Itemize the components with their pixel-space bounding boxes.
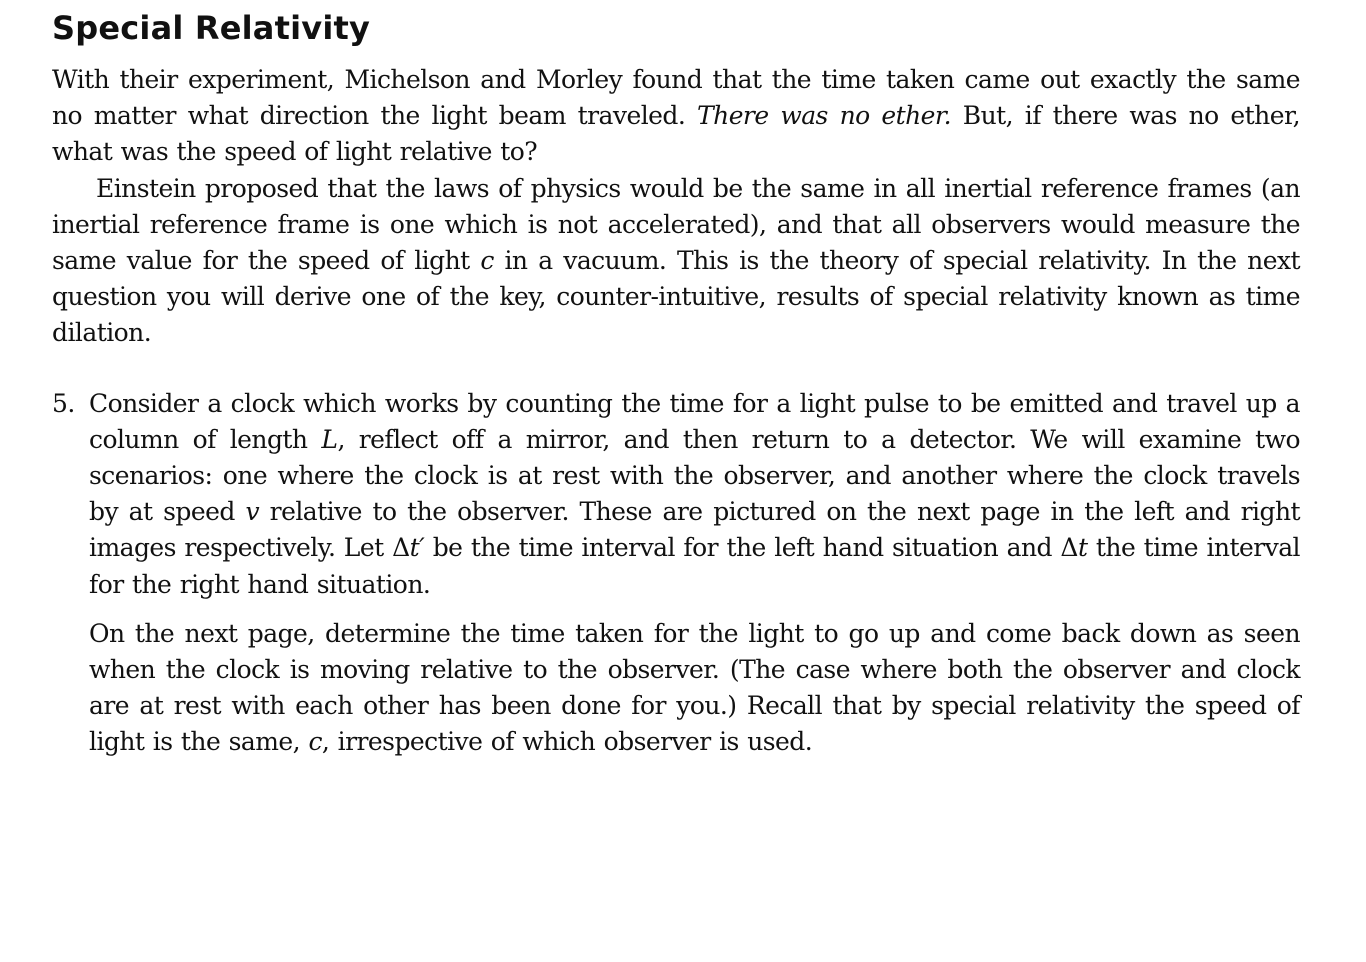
section-title: Special Relativity — [52, 9, 371, 47]
question-text-e: the time interval for the right hand situation. — [89, 533, 1300, 599]
math-t-prime: t′ — [409, 533, 425, 563]
document-page — [52, 8, 1300, 761]
question-text-d: be the time interval for the left hand situation and — [424, 533, 1061, 563]
intro-p1-text-a: With their experiment, Michelson and Morley found that the time taken came out exactly the same no matter what direction the light beam traveled. — [52, 65, 1300, 131]
math-c: c — [480, 246, 494, 276]
math-delta-1: Δ — [392, 533, 410, 563]
question-number: 5. — [52, 388, 75, 418]
instruction-text-b: , irrespective of which observer is used. — [321, 727, 813, 757]
intro-paragraph-2 — [52, 171, 1300, 352]
intro-p1-text-b: But, if there was no ether, what was the speed of light relative to? — [52, 101, 1301, 167]
math-delta-2: Δ — [1060, 533, 1078, 563]
math-t: t — [1077, 533, 1088, 563]
math-L: L — [321, 424, 338, 454]
question-text-b: , reflect off a mirror, and then return to a detector. We will examine two scenarios: one where the clock is at rest with the observer, and another where the clock travels by at speed — [89, 424, 1300, 527]
intro-p2-text-b: in a vacuum. This is the theory of special relativity. In the next question you will derive one of the key, counter-intuitive, results of special relativity known as time dilation. — [52, 246, 1300, 348]
intro-p1-italic: There was no ether. — [697, 101, 951, 131]
math-v: v — [245, 497, 260, 527]
question-5 — [52, 386, 1300, 761]
question-text-c: relative to the observer. These are pictured on the next page in the left and right images respectively. Let — [89, 497, 1300, 563]
question-text-a: Consider a clock which works by counting the time for a light pulse to be emitted and travel up a column of length — [89, 388, 1300, 454]
instruction-paragraph — [89, 616, 1300, 761]
intro-paragraph-1 — [52, 62, 1300, 171]
question-paragraph — [89, 386, 1300, 603]
instruction-text-a: On the next page, determine the time taken for the light to go up and come back down as seen when the clock is moving relative to the observer. (The case where both the observer and clock are at rest with each other has been done for you.) Recall that by special relativity the speed of light is the same, — [89, 618, 1300, 757]
intro-p2-text-a: Einstein proposed that the laws of physics would be the same in all inertial reference frames (an inertial reference frame is one which is not accelerated), and that all observers would measure the same value for the speed of light — [52, 173, 1300, 276]
math-c-2: c — [308, 727, 322, 757]
